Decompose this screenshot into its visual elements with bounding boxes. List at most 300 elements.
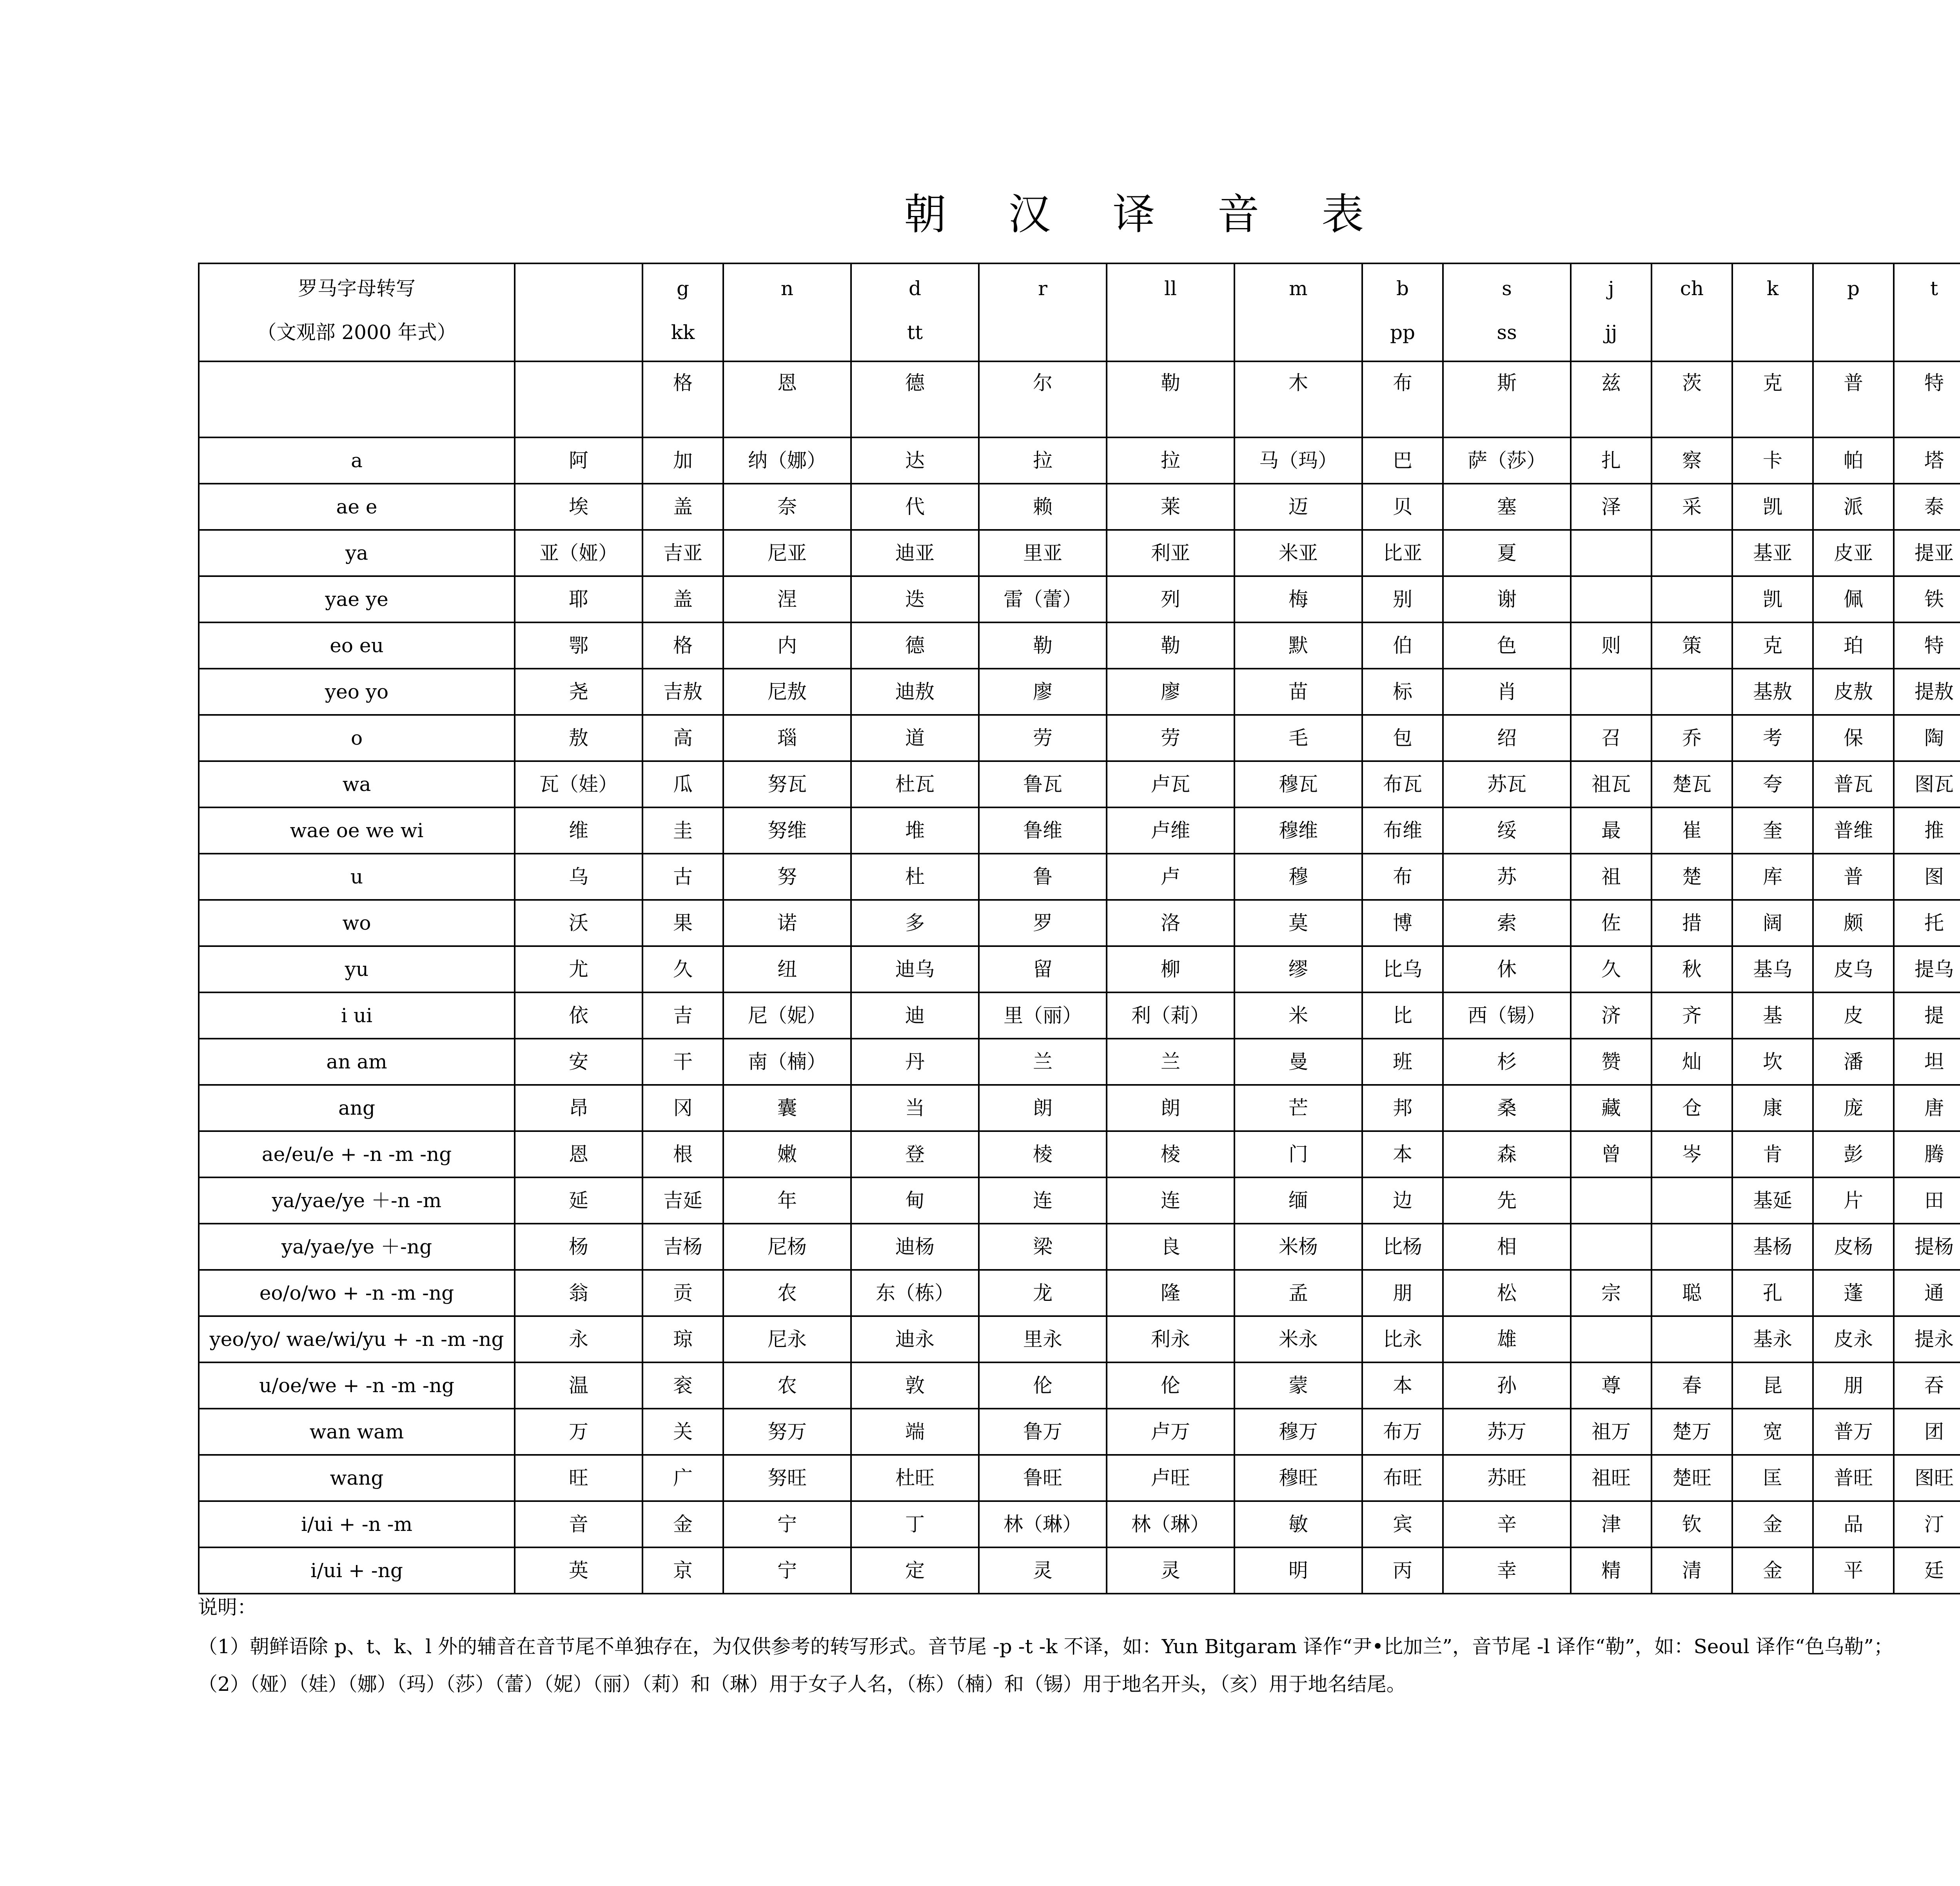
table-cell: 达 [851, 437, 979, 484]
vowel-label: yu [199, 946, 515, 992]
table-cell: 连 [979, 1177, 1107, 1224]
table-cell: 仓 [1651, 1085, 1732, 1131]
table-cell: 廖 [979, 669, 1107, 715]
table-cell: 卢旺 [1107, 1455, 1234, 1501]
table-cell: 楚 [1651, 854, 1732, 900]
table-cell: 努旺 [723, 1455, 851, 1501]
table-cell: 旺 [515, 1455, 642, 1501]
table-cell: 萨（莎） [1443, 437, 1571, 484]
vowel-label: i/ui + -ng [199, 1547, 515, 1594]
table-cell: 伦 [979, 1362, 1107, 1409]
table-cell: 丙 [1362, 1547, 1443, 1594]
table-cell: 图 [1894, 854, 1960, 900]
table-cell: 幸 [1443, 1547, 1571, 1594]
table-cell: 休 [1443, 946, 1571, 992]
table-cell: 鲁旺 [979, 1455, 1107, 1501]
table-cell: 林（琳） [979, 1501, 1107, 1547]
table-cell: 杜旺 [851, 1455, 979, 1501]
table-cell: 宾 [1362, 1501, 1443, 1547]
table-cell: 棱 [1107, 1131, 1234, 1177]
page-title: 朝 汉 译 音 表 [904, 190, 1388, 239]
table-cell: 提 [1894, 992, 1960, 1039]
table-row [199, 1501, 1960, 1547]
table-cell: 普维 [1813, 807, 1894, 854]
vowel-label: yae ye [199, 576, 515, 622]
vowel-label: ya [199, 530, 515, 576]
initial-romanization: ll [1164, 277, 1177, 300]
table-cell: 迪乌 [851, 946, 979, 992]
table-cell: 基杨 [1732, 1224, 1813, 1270]
vowel-label: wo [199, 900, 515, 946]
table-cell: 清 [1651, 1547, 1732, 1594]
table-cell: 努万 [723, 1409, 851, 1455]
table-cell: 精 [1571, 1547, 1651, 1594]
note-1: （1）朝鲜语除 p、t、k、l 外的辅音在音节尾不单独存在，为仅供参考的转写形式。音节尾 -p -t -k 不译，如：Yun Bitgaram 译作“尹•比加兰”，音节尾 -l 译作“勒”，如：Seoul 译作“色乌勒”； [198, 1635, 1893, 1658]
header-initial-5 [1107, 263, 1234, 361]
table-row [199, 530, 1960, 576]
table-cell: 延 [515, 1177, 642, 1224]
table-cell: 鄂 [515, 622, 642, 669]
table-cell: 迈 [1234, 484, 1362, 530]
table-cell: 杉 [1443, 1039, 1571, 1085]
table-cell: 曾 [1571, 1131, 1651, 1177]
table-cell: 古 [642, 854, 723, 900]
header-initial-7 [1362, 263, 1443, 361]
table-cell: 佩 [1813, 576, 1894, 622]
table-cell: 孔 [1732, 1270, 1813, 1316]
table-cell: 灿 [1651, 1039, 1732, 1085]
table-cell: 米永 [1234, 1316, 1362, 1362]
header-row-romanization [199, 263, 1960, 361]
initial-hanzi: 普 [1813, 361, 1894, 437]
table-cell: 里永 [979, 1316, 1107, 1362]
vowel-label: u/oe/we + -n -m -ng [199, 1362, 515, 1409]
table-cell: 迪 [851, 992, 979, 1039]
table-cell: 图旺 [1894, 1455, 1960, 1501]
table-cell: 标 [1362, 669, 1443, 715]
table-cell: 提永 [1894, 1316, 1960, 1362]
table-cell: 梁 [979, 1224, 1107, 1270]
table-cell: 西（锡） [1443, 992, 1571, 1039]
table-cell: 沃 [515, 900, 642, 946]
table-cell: 鲁 [979, 854, 1107, 900]
vowel-label: ang [199, 1085, 515, 1131]
table-cell: 楚旺 [1651, 1455, 1732, 1501]
table-cell: 推 [1894, 807, 1960, 854]
table-cell: 桑 [1443, 1085, 1571, 1131]
table-cell: 本 [1362, 1362, 1443, 1409]
initial-romanization-double [1895, 317, 1960, 361]
table-cell: 祖 [1571, 854, 1651, 900]
table-row [199, 669, 1960, 715]
table-cell: 安 [515, 1039, 642, 1085]
table-cell: 察 [1651, 437, 1732, 484]
initial-romanization-double [1733, 317, 1812, 361]
vowel-label: yeo yo [199, 669, 515, 715]
table-cell: 藏 [1571, 1085, 1651, 1131]
initial-romanization-double [1652, 317, 1731, 361]
table-cell: 宁 [723, 1501, 851, 1547]
table-cell: 肯 [1732, 1131, 1813, 1177]
table-cell: 卢万 [1107, 1409, 1234, 1455]
table-cell: 杜 [851, 854, 979, 900]
table-cell: 杜瓦 [851, 761, 979, 807]
table-cell: 永 [515, 1316, 642, 1362]
table-row [199, 1455, 1960, 1501]
table-cell: 留 [979, 946, 1107, 992]
table-cell: 绍 [1443, 715, 1571, 761]
table-cell: 乌 [515, 854, 642, 900]
table-cell: 关 [642, 1409, 723, 1455]
vowel-label: u [199, 854, 515, 900]
table-row [199, 1409, 1960, 1455]
table-cell: 苏瓦 [1443, 761, 1571, 807]
table-cell: 夏 [1443, 530, 1571, 576]
table-cell: 坎 [1732, 1039, 1813, 1085]
table-cell: 林（琳） [1107, 1501, 1234, 1547]
table-cell: 崔 [1651, 807, 1732, 854]
table-cell: 利（莉） [1107, 992, 1234, 1039]
initial-romanization-double [1814, 317, 1893, 361]
table-cell: 贝 [1362, 484, 1443, 530]
table-cell: 伦 [1107, 1362, 1234, 1409]
table-cell: 通 [1894, 1270, 1960, 1316]
vowel-label: wae oe we wi [199, 807, 515, 854]
table-cell: 金 [1732, 1547, 1813, 1594]
table-cell: 尼永 [723, 1316, 851, 1362]
table-cell: 迪亚 [851, 530, 979, 576]
initial-hanzi [515, 361, 642, 437]
initial-romanization: b [1396, 277, 1409, 300]
table-cell [1651, 1224, 1732, 1270]
initial-hanzi: 兹 [1571, 361, 1651, 437]
vowel-label: wan wam [199, 1409, 515, 1455]
header-initial-4 [979, 263, 1107, 361]
table-cell: 苏 [1443, 854, 1571, 900]
vowel-label: wa [199, 761, 515, 807]
table-cell: 基延 [1732, 1177, 1813, 1224]
table-cell: 楚瓦 [1651, 761, 1732, 807]
table-cell: 赞 [1571, 1039, 1651, 1085]
table-cell: 措 [1651, 900, 1732, 946]
table-cell: 别 [1362, 576, 1443, 622]
table-cell: 苏万 [1443, 1409, 1571, 1455]
table-cell: 品 [1813, 1501, 1894, 1547]
vowel-label: wang [199, 1455, 515, 1501]
table-cell: 衮 [642, 1362, 723, 1409]
table-cell: 德 [851, 622, 979, 669]
table-cell: 利亚 [1107, 530, 1234, 576]
header-label-line2: （文观部 2000 年式） [257, 321, 457, 344]
table-row [199, 992, 1960, 1039]
table-cell: 万 [515, 1409, 642, 1455]
table-cell: 吉亚 [642, 530, 723, 576]
table-cell: 杨 [515, 1224, 642, 1270]
table-cell: 提乌 [1894, 946, 1960, 992]
table-cell: 缅 [1234, 1177, 1362, 1224]
initial-hanzi: 恩 [723, 361, 851, 437]
vowel-label: eo/o/wo + -n -m -ng [199, 1270, 515, 1316]
table-cell: 多 [851, 900, 979, 946]
table-cell: 米 [1234, 992, 1362, 1039]
table-cell: 雄 [1443, 1316, 1571, 1362]
table-cell: 拉 [1107, 437, 1234, 484]
vowel-label: a [199, 437, 515, 484]
table-cell: 皮 [1813, 992, 1894, 1039]
table-cell: 提杨 [1894, 1224, 1960, 1270]
table-cell: 库 [1732, 854, 1813, 900]
table-cell: 卢 [1107, 854, 1234, 900]
table-cell: 高 [642, 715, 723, 761]
header-initial-2 [723, 263, 851, 361]
table-cell: 吉杨 [642, 1224, 723, 1270]
table-cell: 拉 [979, 437, 1107, 484]
table-cell: 提敖 [1894, 669, 1960, 715]
table-cell: 东（栋） [851, 1270, 979, 1316]
initial-hanzi: 斯 [1443, 361, 1571, 437]
table-cell: 布维 [1362, 807, 1443, 854]
initial-romanization: k [1766, 277, 1779, 300]
table-cell: 干 [642, 1039, 723, 1085]
table-cell [1651, 669, 1732, 715]
table-row [199, 1224, 1960, 1270]
table-cell: 毛 [1234, 715, 1362, 761]
table-cell: 嫩 [723, 1131, 851, 1177]
initial-hanzi: 茨 [1651, 361, 1732, 437]
table-row [199, 1316, 1960, 1362]
table-cell: 吞 [1894, 1362, 1960, 1409]
initial-hanzi: 尔 [979, 361, 1107, 437]
table-cell: 丹 [851, 1039, 979, 1085]
table-cell: 珀 [1813, 622, 1894, 669]
table-row [199, 761, 1960, 807]
table-cell: 松 [1443, 1270, 1571, 1316]
table-cell: 门 [1234, 1131, 1362, 1177]
table-cell: 朋 [1813, 1362, 1894, 1409]
vowel-label: ya/yae/ye ＋-n -m [199, 1177, 515, 1224]
table-cell: 阿 [515, 437, 642, 484]
table-row [199, 946, 1960, 992]
table-cell: 龙 [979, 1270, 1107, 1316]
table-cell: 泽 [1571, 484, 1651, 530]
table-cell [1571, 1177, 1651, 1224]
table-cell: 相 [1443, 1224, 1571, 1270]
table-cell: 廖 [1107, 669, 1234, 715]
table-cell: 秋 [1651, 946, 1732, 992]
table-cell: 邦 [1362, 1085, 1443, 1131]
table-cell: 唐 [1894, 1085, 1960, 1131]
initial-romanization-double: jj [1605, 321, 1617, 344]
table-cell: 丁 [851, 1501, 979, 1547]
table-row [199, 807, 1960, 854]
table-cell: 梅 [1234, 576, 1362, 622]
table-cell: 久 [1571, 946, 1651, 992]
table-cell: 音 [515, 1501, 642, 1547]
header-initial-11 [1732, 263, 1813, 361]
table-cell: 加 [642, 437, 723, 484]
table-cell: 昂 [515, 1085, 642, 1131]
table-cell: 索 [1443, 900, 1571, 946]
table-cell: 翁 [515, 1270, 642, 1316]
table-cell: 明 [1234, 1547, 1362, 1594]
table-cell: 吉 [642, 992, 723, 1039]
initial-romanization: p [1847, 277, 1860, 300]
table-cell: 普 [1813, 854, 1894, 900]
header-initial-12 [1813, 263, 1894, 361]
table-cell [1651, 530, 1732, 576]
table-cell: 鲁瓦 [979, 761, 1107, 807]
table-cell: 陶 [1894, 715, 1960, 761]
table-cell: 努 [723, 854, 851, 900]
table-cell: 比 [1362, 992, 1443, 1039]
table-cell: 洛 [1107, 900, 1234, 946]
table-cell: 基 [1732, 992, 1813, 1039]
table-cell: 端 [851, 1409, 979, 1455]
table-cell: 盖 [642, 484, 723, 530]
table-cell: 穆万 [1234, 1409, 1362, 1455]
vowel-label: i ui [199, 992, 515, 1039]
table-cell: 棱 [979, 1131, 1107, 1177]
vowel-label: ya/yae/ye ＋-ng [199, 1224, 515, 1270]
table-cell: 潘 [1813, 1039, 1894, 1085]
table-cell: 囊 [723, 1085, 851, 1131]
table-cell: 祖瓦 [1571, 761, 1651, 807]
table-cell: 金 [642, 1501, 723, 1547]
table-cell: 勒 [1107, 622, 1234, 669]
table-cell: 苗 [1234, 669, 1362, 715]
table-row [199, 1362, 1960, 1409]
table-cell: 年 [723, 1177, 851, 1224]
table-cell: 祖旺 [1571, 1455, 1651, 1501]
table-cell: 孟 [1234, 1270, 1362, 1316]
table-cell: 扎 [1571, 437, 1651, 484]
table-cell: 特 [1894, 622, 1960, 669]
table-cell: 阔 [1732, 900, 1813, 946]
table-cell: 果 [642, 900, 723, 946]
table-cell: 敏 [1234, 1501, 1362, 1547]
table-cell [1571, 1316, 1651, 1362]
table-cell: 朋 [1362, 1270, 1443, 1316]
table-cell: 佐 [1571, 900, 1651, 946]
table-cell: 连 [1107, 1177, 1234, 1224]
table-cell [1651, 1177, 1732, 1224]
table-cell: 久 [642, 946, 723, 992]
table-row [199, 1177, 1960, 1224]
table-cell: 芒 [1234, 1085, 1362, 1131]
transliteration-table [198, 263, 1960, 1594]
initial-romanization [515, 273, 642, 317]
table-cell: 灵 [979, 1547, 1107, 1594]
table-cell: 敖 [515, 715, 642, 761]
vowel-label: ae/eu/e + -n -m -ng [199, 1131, 515, 1177]
table-cell: 劳 [1107, 715, 1234, 761]
table-cell: 圭 [642, 807, 723, 854]
table-cell: 广 [642, 1455, 723, 1501]
table-cell: 英 [515, 1547, 642, 1594]
table-cell: 内 [723, 622, 851, 669]
table-cell: 恩 [515, 1131, 642, 1177]
table-cell: 缪 [1234, 946, 1362, 992]
notes [198, 1595, 1960, 1696]
initial-romanization-double: kk [671, 321, 695, 344]
table-cell: 纽 [723, 946, 851, 992]
table-cell: 努维 [723, 807, 851, 854]
table-cell: 蒙 [1234, 1362, 1362, 1409]
table-cell: 庞 [1813, 1085, 1894, 1131]
table-cell: 苏旺 [1443, 1455, 1571, 1501]
table-cell: 基永 [1732, 1316, 1813, 1362]
table-cell: 吉延 [642, 1177, 723, 1224]
table-cell: 金 [1732, 1501, 1813, 1547]
table-cell: 曼 [1234, 1039, 1362, 1085]
table-cell: 颇 [1813, 900, 1894, 946]
table-cell: 伯 [1362, 622, 1443, 669]
table-cell: 登 [851, 1131, 979, 1177]
table-cell: 济 [1571, 992, 1651, 1039]
table-cell: 马（玛） [1234, 437, 1362, 484]
table-cell: 埃 [515, 484, 642, 530]
table-row [199, 484, 1960, 530]
table-cell: 布 [1362, 854, 1443, 900]
table-cell: 利永 [1107, 1316, 1234, 1362]
table-cell: 田 [1894, 1177, 1960, 1224]
initial-romanization: g [676, 277, 689, 300]
table-cell: 比乌 [1362, 946, 1443, 992]
table-row [199, 576, 1960, 622]
table-cell: 尊 [1571, 1362, 1651, 1409]
table-cell: 蓬 [1813, 1270, 1894, 1316]
table-cell: 定 [851, 1547, 979, 1594]
initial-hanzi: 特 [1894, 361, 1960, 437]
table-cell: 甸 [851, 1177, 979, 1224]
table-cell: 凯 [1732, 484, 1813, 530]
table-cell: 当 [851, 1085, 979, 1131]
table-cell: 敦 [851, 1362, 979, 1409]
initial-romanization: m [1289, 277, 1308, 300]
initial-romanization: t [1930, 277, 1938, 300]
table-cell: 莱 [1107, 484, 1234, 530]
table-cell: 泰 [1894, 484, 1960, 530]
header-initial-10 [1651, 263, 1732, 361]
table-cell: 比亚 [1362, 530, 1443, 576]
table-row [199, 715, 1960, 761]
table-cell: 包 [1362, 715, 1443, 761]
table-cell: 凯 [1732, 576, 1813, 622]
table-cell: 春 [1651, 1362, 1732, 1409]
initial-hanzi: 勒 [1107, 361, 1234, 437]
table-cell: 瑙 [723, 715, 851, 761]
table-cell: 孙 [1443, 1362, 1571, 1409]
table-cell: 尼亚 [723, 530, 851, 576]
initial-romanization: n [780, 277, 794, 300]
table-cell: 皮杨 [1813, 1224, 1894, 1270]
table-cell: 祖万 [1571, 1409, 1651, 1455]
vowel-label: eo eu [199, 622, 515, 669]
table-cell [1651, 576, 1732, 622]
table-cell: 尧 [515, 669, 642, 715]
table-cell: 朗 [1107, 1085, 1234, 1131]
table-cell: 钦 [1651, 1501, 1732, 1547]
table-cell: 聪 [1651, 1270, 1732, 1316]
table-cell: 良 [1107, 1224, 1234, 1270]
table-cell: 勒 [979, 622, 1107, 669]
table-cell [1571, 530, 1651, 576]
table-cell: 巴 [1362, 437, 1443, 484]
table-cell: 代 [851, 484, 979, 530]
table-cell: 保 [1813, 715, 1894, 761]
table-cell: 腾 [1894, 1131, 1960, 1177]
table-cell: 坦 [1894, 1039, 1960, 1085]
